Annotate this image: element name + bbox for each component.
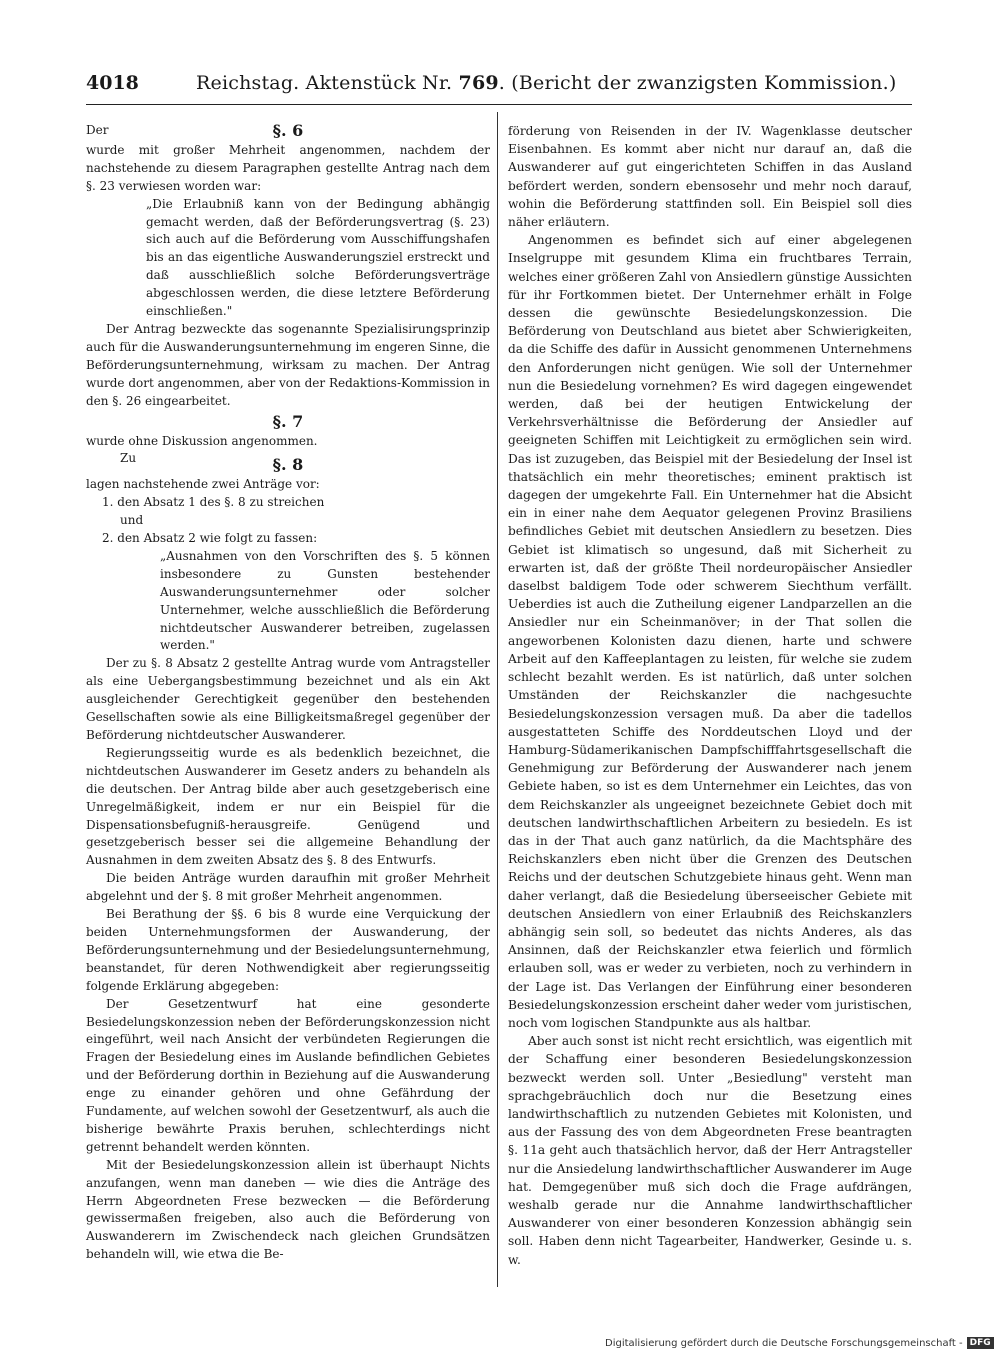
header-rule <box>86 104 912 105</box>
paragraph: Der Gesetzentwurf hat eine gesonderte Besiedelungskonzession neben der Beförderungskonzession nicht eingeführt, weil nach Ansicht der verbündeten Regierungen die Fragen der Besiedelung eines im Auslande befindlichen Gebietes und der Beförderung dorthin in Beziehung auf die Auswanderung enge zu einander gehören und ohne Gefährdung der Fundamente, auf welchen sowohl der Gesetzentwurf, als auch die bisherige bewährte Praxis beruhen, schlechterdings nicht getrennt behandelt werden könnten. <box>86 996 490 1154</box>
paragraph: Der zu §. 8 Absatz 2 gestellte Antrag wurde vom Antragsteller als eine Uebergangsbestimmung bezeichnet und als ein Akt ausgleichender Gerechtigkeit gegenüber den bestehenden Gesellschaften sowie als eine Billigkeitsmaßregel gegenüber der Beförderung nichtdeutscher Auswanderer. <box>86 656 490 742</box>
paragraph: Regierungsseitig wurde es als bedenklich bezeichnet, die nichtdeutschen Auswanderer im Gesetz anders zu behandeln als die deutschen. Der Antrag bilde aber auch gesetzgeberisch eine Unregelmäßigkeit, indem er nur ein Beispiel für die Dispensationsbefugniß-herausgreife. Genügend und gesetzgeberisch besser sei die allgemeine Behandlung der Ausnahmen in dem zweiten Absatz des §. 8 des Entwurfs. <box>86 745 490 868</box>
footer-text: Digitalisierung gefördert durch die Deutsche Forschungsgemeinschaft - <box>605 1337 963 1349</box>
intro-zu: Zu <box>120 451 137 466</box>
header-document-number: 769 <box>458 72 499 94</box>
paragraph: Angenommen es befindet sich auf einer abgelegenen Inselgruppe mit gesundem Klima ein fruchtbares Terrain, welches einer größeren Zahl von Ansiedlern günstige Aussichten für ihr Fortkommen bietet. Der Unternehmer erhält in Folge dessen die gewünschte Besiedelungskonzession. Die Beförderung von Deutschland aus bietet aber Schwierigkeiten, da die Schiffe des dafür in Aussicht genommenen Unternehmens den Anforderungen nicht genügen. Wie soll der Unternehmer nun die Besiedelung vornehmen? Es wird dagegen eingewendet werden, daß bei der heutigen Entwickelung der Verkehrsverhältnisse die Beförderung der Ansiedler auf geeigneten Schiffen mit Leichtigkeit zu ermöglichen sein wird. Das ist zuzugeben, das Beispiel mit der Besiedelung der Insel ist thatsächlich ein mehr theoretisches; eminent praktisch ist dagegen der umgekehrte Fall. Ein Unternehmer hat die Absicht ein in einer nahe dem Aequator gelegenen Provinz Brasiliens befindliches Gebiet mit deutschen Ansiedlern zu besetzen. Dies Gebiet ist klimatisch so ungesund, daß mit Sicherheit zu erwarten ist, daß der größte Theil nordeuropäischer Ansiedler daselbst baldigem Tode oder schwerem Siechthum verfällt. Ueberdies ist auch die Zutheilung eigener Landparzellen an die Ansiedler nur ein Scheinmanöver; in der That sollen die angeworbenen Kolonisten dazu dienen, harte und schwere Arbeit auf den Kaffeeplantagen zu leisten, für welche sie zudem schlecht bezahlt werden. Es ist natürlich, daß unter solchen Umständen der Reichskanzler die nachgesuchte Besiedelungskonzession versagen muß. Da aber die tadellos ausgestatteten Schiffe des Norddeutschen Lloyd und der Hamburg-Südamerikanischen Dampfschifffahrtsgesellschaft die Genehmigung zur Beförderung der Auswanderer nach jenem Gebiete haben, so ist es dem Unternehmer ein Leichtes, das von dem Reichskanzler als ungeeignet bezeichnete Gebiet doch mit deutschen landwirthschaftlichen Arbeitern zu besiedeln. Es ist das in der That auch ganz natürlich, da die Machtsphäre des Reichskanzlers eben nicht über die Grenzen des Deutschen Reichs und der deutschen Schutzgebiete hinaus geht. Wenn man daher verlangt, daß die Besiedelung überseeischer Gebiete mit deutschen Ansiedlern von einer Erlaubniß des Reichskanzlers abhängig sein soll, so bedeutet das nichts Anderes, als das Ansinnen, daß der Reichskanzler etwa feierlich und förmlich erlauben soll, was er weder zu verbieten, noch zu verhindern in der Lage ist. Das Verlangen der Einführung einer besonderen Besiedelungskonzession erscheint daher weder vom juristischen, noch vom logischen Standpunkte aus als haltbar. <box>508 233 912 1030</box>
paragraph: Mit der Besiedelungskonzession allein ist überhaupt Nichts anzufangen, wenn man daneben — wie dies die Anträge des Herrn Abgeordneten Frese bezwecken — die Beförderung gewissermaßen freigeben, also auch die Beförderung von Auswanderern im Zwischendeck nach gleichen Grundsätzen behandeln will, wie etwa die Be- <box>86 1157 490 1262</box>
paragraph: förderung von Reisenden in der IV. Wagenklasse deutscher Eisenbahnen. Es kommt aber nicht nur darauf an, daß die Auswanderer auf gut eingerichteten Schiffen in das Ausland befördert werden, sondern ebensosehr und mehr noch darauf, wohin die Beförderung stattfinden soll. Ein Beispiel soll dies näher erläutern. <box>508 124 912 230</box>
quoted-proposal: „Die Erlaubniß kann von der Bedingung abhängig gemacht werden, daß der Beförderungsvertrag (§. 23) sich auch auf die Beförderung vom Ausschiffungshafen bis an das eigentliche Auswanderungsziel erstreckt und daß ausschließlich solche Beförderungsverträge abgeschlossen werden, die diese letztere Beförderung einschließen." <box>146 196 490 319</box>
section-heading-7: §. 7 <box>272 411 304 431</box>
left-column <box>86 122 490 1264</box>
quoted-proposal: „Ausnahmen von den Vorschriften des §. 5 können insbesondere zu Gunsten bestehender Auswanderungsunternehmer oder solcher Unternehmer, welche ausschließlich die Beförderung nichtdeutscher Auswanderer betreiben, zugelassen werden." <box>160 548 490 653</box>
list-item: 2. den Absatz 2 wie folgt zu fassen: <box>102 531 318 546</box>
list-item: 1. den Absatz 1 des §. 8 zu streichen <box>102 495 325 510</box>
section-heading-8: §. 8 <box>272 455 304 475</box>
header-title-pre: Reichstag. Aktenstück Nr. <box>196 72 459 94</box>
page-header <box>86 72 912 104</box>
paragraph: Die beiden Anträge wurden daraufhin mit großer Mehrheit abgelehnt und der §. 8 mit großer Mehrheit angenommen. <box>86 871 490 904</box>
paragraph: wurde ohne Diskussion angenommen. <box>86 433 318 448</box>
intro-der: Der <box>86 123 109 137</box>
paragraph: wurde mit großer Mehrheit angenommen, nachdem der nachstehende zu diesem Paragraphen gestellte Antrag nach dem §. 23 verwiesen worden war: <box>86 142 490 193</box>
digitization-footer <box>605 1335 995 1351</box>
header-title-post: . (Bericht der zwanzigsten Kommission.) <box>498 72 897 94</box>
column-separator <box>497 112 498 1287</box>
section-heading-6: §. 6 <box>272 120 304 140</box>
dfg-logo: DFG <box>967 1337 994 1349</box>
paragraph: Der Antrag bezweckte das sogenannte Spezialisirungsprinzip auch für die Auswanderungsunternehmung im engeren Sinne, die Beförderungsunternehmung, wirksam zu machen. Der Antrag wurde dort angenommen, aber von der Redaktions-Kommission in den §. 26 eingearbeitet. <box>86 321 490 408</box>
right-column <box>508 122 912 1269</box>
paragraph: Aber auch sonst ist nicht recht ersichtlich, was eigentlich mit der Schaffung einer besonderen Besiedelungskonzession bezweckt werden soll. Unter „Besiedlung" versteht man sprachgebräuchlich doch nur die Besetzung eines landwirthschaftlich zu nutzenden Gebietes mit Kolonisten, und aus der Fassung des von dem Abgeordneten Frese beantragten §. 11a geht auch thatsächlich hervor, daß der Herr Antragsteller nur die Ansiedelung landwirthschaftlicher Auswanderer im Auge hat. Demgegenüber muß sich doch die Frage aufdrängen, weshalb gerade nur die Annahme landwirthschaftlicher Auswanderer von einer besonderen Konzession abhängig sein soll. Haben denn nicht Tagearbeiter, Handwerker, Gesinde u. s. w. <box>508 1034 912 1267</box>
paragraph: Bei Berathung der §§. 6 bis 8 wurde eine Verquickung der beiden Unternehmungsformen der Auswanderung, der Beförderungsunternehmung und der Besiedelungsunternehmung, beanstandet, für deren Nothwendigkeit aber regierungsseitig folgende Erklärung abgegeben: <box>86 907 490 993</box>
paragraph: lagen nachstehende zwei Anträge vor: <box>86 477 320 492</box>
list-connector: und <box>120 513 144 528</box>
header-title <box>196 72 912 94</box>
page-number: 4018 <box>86 72 139 94</box>
